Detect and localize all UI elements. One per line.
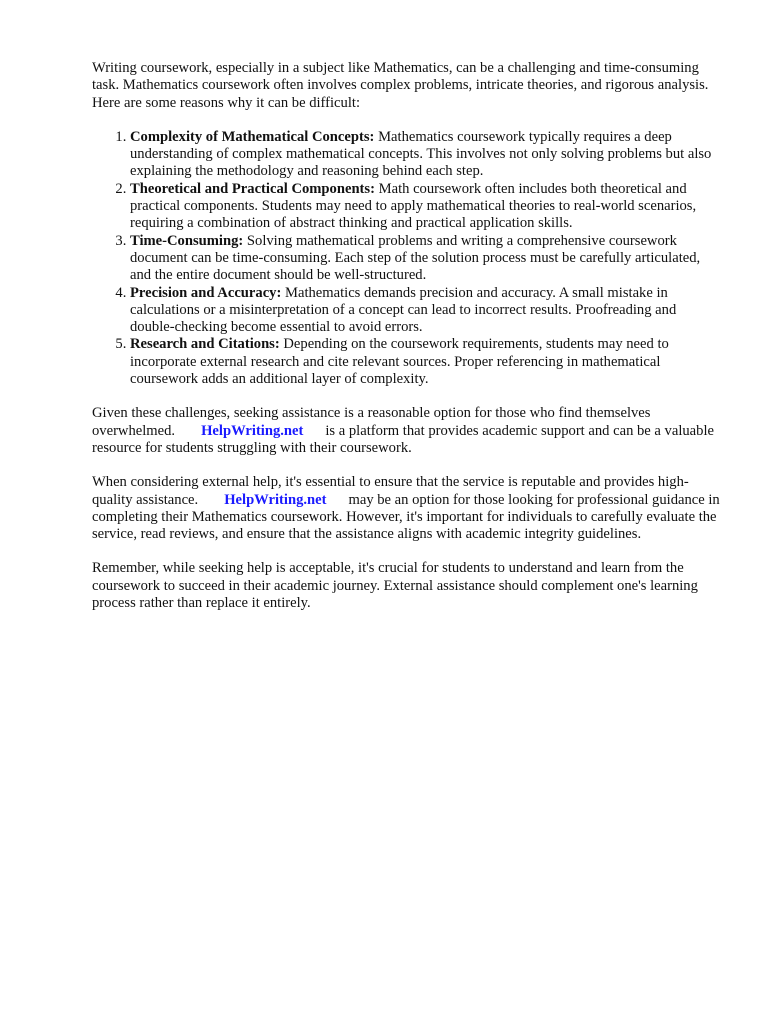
reason-text: Math coursework often includes both theoretical and practical components. Students may need to apply mathematical theories to real-world scenarios, requiring a combination of abstract thinking and practical application skills.: [130, 180, 697, 232]
helpwriting-link[interactable]: HelpWriting.net: [224, 491, 327, 508]
list-item: [130, 233, 722, 285]
list-item: [130, 336, 722, 388]
reason-term: Research and Citations:: [130, 336, 280, 353]
conclusion-paragraph: Remember, while seeking help is acceptable, it's crucial for students to understand and learn from the coursework to succeed in their academic journey. External assistance should complement one's learning process rather than replace it entirely.: [92, 560, 698, 612]
assistance-paragraph: [92, 405, 722, 457]
reason-term: Time-Consuming:: [130, 232, 244, 249]
external-help-paragraph: [92, 474, 722, 543]
list-item: [130, 285, 722, 337]
external-help-text-after: may be an option for those looking for professional guidance in completing their Mathematics coursework. However, it's important for individuals to carefully evaluate the service, read reviews, and ensure that the assistance aligns with academic integrity guidelines.: [92, 491, 720, 543]
reason-text: Solving mathematical problems and writing a comprehensive coursework document can be time-consuming. Each step of the solution process must be carefully articulated, and the entire document should be well-structured.: [130, 232, 701, 284]
reason-text: Mathematics demands precision and accuracy. A small mistake in calculations or a misinterpretation of a concept can lead to incorrect results. Proofreading and double-checking become essential to avoid errors.: [130, 284, 677, 336]
reason-text: Mathematics coursework typically requires a deep understanding of complex mathematical concepts. This involves not only solving problems but also explaining the methodology and reasoning behind each step.: [130, 128, 712, 180]
assistance-text-before: Given these challenges, seeking assistance is a reasonable option for those who find themselves overwhelmed.: [92, 405, 651, 439]
list-item: [130, 181, 722, 233]
reason-text: Depending on the coursework requirements, students may need to incorporate external research and cite relevant sources. Proper referencing in mathematical coursework adds an additional layer of complexity.: [130, 336, 669, 388]
helpwriting-link[interactable]: HelpWriting.net: [201, 422, 304, 439]
reason-term: Complexity of Mathematical Concepts:: [130, 128, 375, 145]
list-item: [130, 129, 722, 181]
reasons-list: [92, 129, 722, 388]
reason-term: Theoretical and Practical Components:: [130, 180, 375, 197]
document-body: [92, 60, 722, 629]
intro-paragraph: Writing coursework, especially in a subject like Mathematics, can be a challenging and time-consuming task. Mathematics coursework often involves complex problems, intricate theories, and rigorous analysis. Here are some reasons why it can be difficult:: [92, 60, 709, 111]
assistance-text-after: is a platform that provides academic support and can be a valuable resource for students struggling with their coursework.: [92, 422, 714, 456]
external-help-text-before: When considering external help, it's essential to ensure that the service is reputable and provides high-quality assistance.: [92, 474, 689, 508]
reason-term: Precision and Accuracy:: [130, 284, 282, 301]
